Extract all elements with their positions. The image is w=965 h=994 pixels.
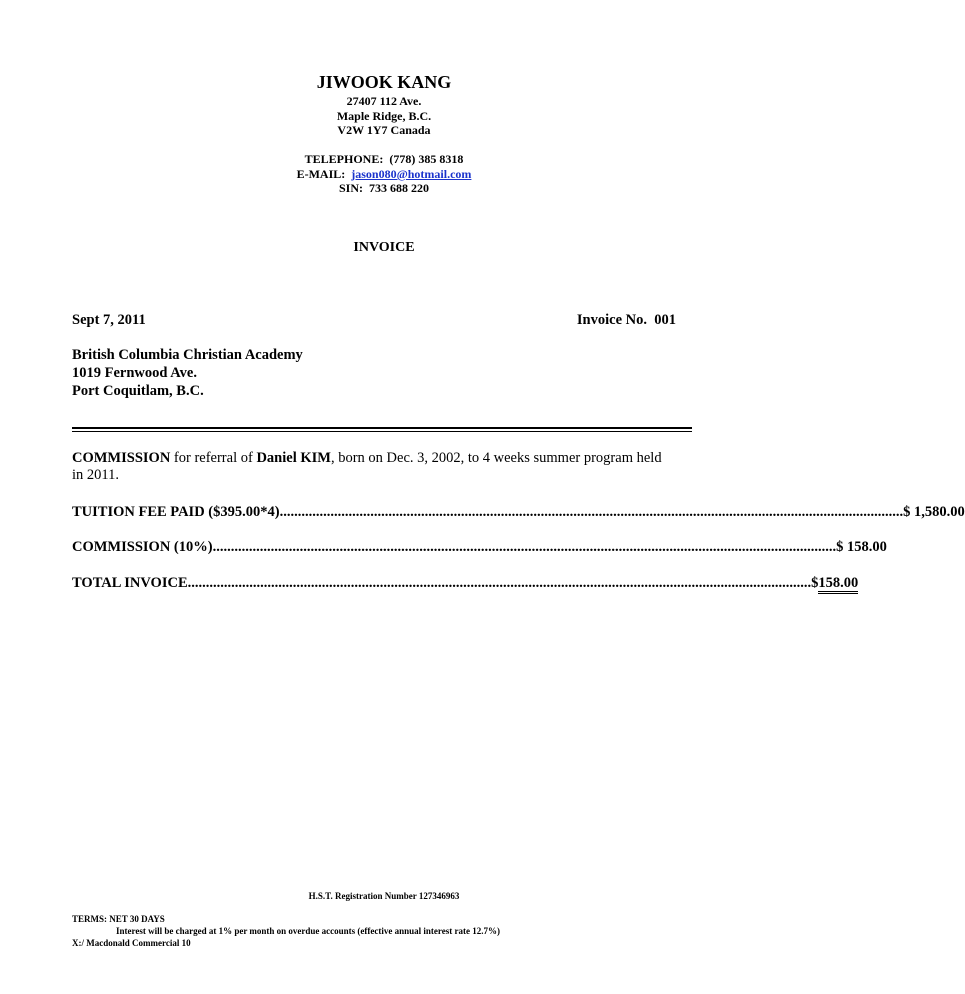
line-item-label: TUITION FEE PAID ($395.00*4) xyxy=(72,504,280,520)
email-link[interactable]: jason080@hotmail.com xyxy=(351,167,472,181)
sender-address-line2: Maple Ridge, B.C. xyxy=(336,109,432,123)
leader-dots: ............................................................................................................................................................................ xyxy=(279,504,904,520)
invoice-number-row xyxy=(577,312,676,329)
telephone-row xyxy=(0,152,768,167)
leader-dots: ............................................................................................................................................................................ xyxy=(212,539,837,555)
commission-word: COMMISSION xyxy=(72,450,171,466)
description-text2: , born on Dec. 3, 2002, to 4 weeks summer program held xyxy=(330,450,662,466)
sender-address-line3: V2W 1Y7 Canada xyxy=(337,123,431,137)
line-item-amount: $ 158.00 xyxy=(836,539,887,555)
line-item-total xyxy=(72,575,859,592)
total-amount: 158.00 xyxy=(818,575,858,594)
line-item-label: TOTAL INVOICE xyxy=(72,575,188,591)
sender-address-line1: 27407 112 Ave. xyxy=(346,94,422,108)
sin-label: SIN: xyxy=(338,181,363,195)
document-title: INVOICE xyxy=(353,240,415,255)
description-line2: in 2011. xyxy=(72,467,119,483)
invoice-date: Sept 7, 2011 xyxy=(72,312,146,328)
sender-name: JIWOOK KANG xyxy=(316,72,452,92)
sin-value: 733 688 220 xyxy=(369,181,429,195)
invoice-number: 001 xyxy=(654,312,676,328)
interest-note: Interest will be charged at 1% per month on overdue accounts (effective annual interest rate 12.7%) xyxy=(116,926,500,936)
sin-row xyxy=(0,181,768,196)
description-line1 xyxy=(72,450,692,467)
separator-rule xyxy=(72,427,692,429)
total-currency: $158.00 xyxy=(811,575,858,592)
hst-registration: H.S.T. Registration Number 127346963 xyxy=(308,891,460,901)
student-name: Daniel KIM xyxy=(256,450,331,466)
line-item-amount: $ 1,580.00 xyxy=(903,504,965,520)
recipient-line1: British Columbia Christian Academy xyxy=(72,347,303,363)
separator-rule-thin xyxy=(72,431,692,432)
telephone-label: TELEPHONE: xyxy=(304,152,384,166)
line-item-label: COMMISSION (10%) xyxy=(72,539,213,555)
line-item-tuition xyxy=(72,504,965,521)
payment-terms: TERMS: NET 30 DAYS xyxy=(72,914,165,924)
file-reference: X:/ Macdonald Commercial 10 xyxy=(72,938,191,948)
email-label: E-MAIL: xyxy=(296,167,346,181)
description-text1: for referral of xyxy=(170,450,257,466)
telephone-value: (778) 385 8318 xyxy=(389,152,464,166)
recipient-line2: 1019 Fernwood Ave. xyxy=(72,365,197,381)
email-row xyxy=(0,167,768,182)
line-item-commission xyxy=(72,539,887,556)
leader-dots: ............................................................................................................................................................................ xyxy=(187,575,812,591)
invoice-number-label: Invoice No. xyxy=(576,312,647,328)
recipient-line3: Port Coquitlam, B.C. xyxy=(72,383,204,399)
